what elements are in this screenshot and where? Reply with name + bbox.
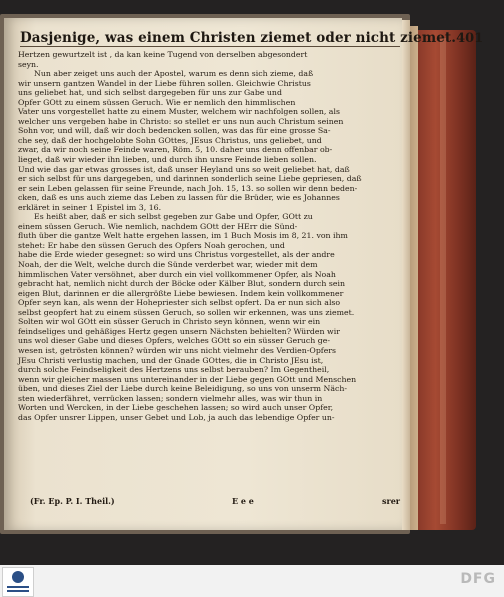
catchword: srer bbox=[381, 496, 400, 506]
text-line: himmlischen Vater versöhnet, aber durch ein viel vollkommener Opfer, als Noah bbox=[18, 269, 336, 279]
text-line: Nun aber zeiget uns auch der Apostel, warum es denn sich zieme, daß bbox=[34, 69, 314, 79]
text-line: Opfer GOtt zu einem süssen Geruch. Wie er nemlich den himmlischen bbox=[18, 97, 296, 107]
text-line: Worten und Wercken, in der Liebe geschehen lassen; so wird auch unser Opfer, bbox=[18, 403, 334, 413]
text-line: fluth über die gantze Welt hatte ergehen lassen, im 1 Buch Mosis im 8, 21. von ihm bbox=[18, 231, 348, 241]
text-line: Vater uns vorgestellet hatte zu einem Muster, welchem wir nachfolgen sollen, als bbox=[18, 107, 340, 117]
library-logo-icon bbox=[12, 571, 24, 583]
text-line: Und wie das gar etwas grosses ist, daß unser Heyland uns so weit geliebet hat, daß bbox=[18, 164, 350, 174]
text-line: durch solche Feindseligkeit des Hertzens uns selbst berauben? Im Gegentheil, bbox=[18, 365, 330, 375]
page-footer bbox=[18, 496, 400, 508]
text-line: che sey, daß der hochgelobte Sohn GOttes, JEsus Christus, uns geliebet, und bbox=[18, 135, 322, 145]
text-line: selbst geopfert hat zu einem süssen Geruch, so sollen wir erkennen, was uns ziemet. bbox=[18, 307, 355, 317]
text-line: das Opfer unsrer Lippen, unser Gebet und Lob, ja auch das lebendige Opfer un- bbox=[18, 412, 335, 422]
library-logo-rule bbox=[7, 586, 29, 588]
book-cover bbox=[418, 30, 476, 530]
text-line: gebracht hat, nemlich nicht durch der Böcke oder Kälber Blut, sondern durch sein bbox=[18, 279, 346, 289]
text-line: Hertzen gewurtzelt ist , da kan keine Tugend von derselben abgesondert bbox=[18, 50, 308, 59]
text-line: stehet: Er habe den süssen Geruch des Opfers Noah gerochen, und bbox=[18, 240, 285, 250]
text-line: Noah, der die Welt, welche durch die Sünde verderbet war, wieder mit dem bbox=[18, 260, 318, 270]
gathering-mark: E e e bbox=[232, 496, 254, 506]
text-line: eigen Blut, darinnen er die allergrößte Liebe bewiesen. Indem kein vollkommener bbox=[18, 288, 344, 298]
book-page bbox=[4, 18, 484, 530]
text-line: erkläret in seiner 1 Epistel im 3, 16. bbox=[18, 202, 162, 212]
running-head bbox=[20, 22, 484, 47]
text-line: seyn. bbox=[18, 59, 39, 69]
text-line: er sich selbst für uns dargegeben, und darinnen sonderlich seine Liebe gepriesen, daß bbox=[18, 174, 362, 184]
text-line: Solten wir wol GOtt ein süsser Geruch in Christo seyn können, wenn wir ein bbox=[18, 317, 321, 327]
text-line: wenn wir gleicher massen uns untereinander in der Liebe gegen GOtt und Menschen bbox=[18, 374, 357, 384]
cover-highlight bbox=[440, 38, 446, 524]
text-line: habe die Erde wieder gesegnet: so wird uns Christus vorgestellet, als der andre bbox=[18, 250, 335, 260]
text-line: er sein Leben gelassen für seine Freunde, nach Joh. 15, 13. so sollen wir denn beden- bbox=[18, 183, 358, 193]
text-line: JEsu Christi verlustig machen, und der Gnade GOttes, die in Christo JEsu ist, bbox=[18, 355, 324, 365]
text-line: Sohn vor, und will, daß wir doch bedencken sollen, was das für eine grosse Sa- bbox=[18, 126, 331, 136]
text-line: einem süssen Geruch. Wie nemlich, nachdem GOtt der HErr die Sünd- bbox=[18, 221, 298, 231]
text-line: Es heißt aber, daß er sich selbst gegeben zur Gabe und Opfer, GOtt zu bbox=[34, 212, 313, 222]
text-line: uns geliebet hat, und sich selbst dargegeben für uns zur Gabe und bbox=[18, 88, 282, 98]
text-line: feindseliges und gehäßiges Hertz gegen unsern Nächsten behielten? Würden wir bbox=[18, 326, 340, 336]
library-logo-rule bbox=[7, 590, 29, 592]
body-text bbox=[18, 50, 400, 422]
page-edges-outer bbox=[410, 26, 418, 530]
text-line: welcher uns vergeben habe in Christo: so stellet er uns nun auch Christum seinen bbox=[18, 116, 344, 126]
text-line: zwar, da wir noch seine Feinde waren, Röm. 5, 10. daher uns denn offenbar ob- bbox=[18, 145, 333, 155]
text-line: lieget, daß wir wieder ihn lieben, und durch ihn unsre Feinde lieben sollen. bbox=[18, 155, 317, 165]
running-head-title: Dasjenige, was einem Christen ziemet oder nicht ziemet. bbox=[20, 30, 457, 46]
text-line: üben, und dieses Ziel der Liebe durch keine Beleidigung, so uns von unserm Näch- bbox=[18, 384, 347, 394]
text-line: Opfer seyn kan, als wenn der Hohepriester sich selbst opfert. Da er nun sich also bbox=[18, 298, 341, 308]
signature-mark: (Fr. Ep. P. I. Theil.) bbox=[30, 496, 115, 506]
page-edges bbox=[402, 20, 410, 530]
library-logo[interactable] bbox=[2, 567, 34, 597]
text-line: wesen ist, getrösten können? würden wir uns nicht vielmehr des Verdien-Opfers bbox=[18, 345, 337, 355]
page-number: 401 bbox=[456, 31, 484, 46]
viewer-footer-bar bbox=[0, 565, 504, 597]
dfg-logo[interactable]: DFG bbox=[460, 571, 496, 587]
text-line: wir unsern gantzen Wandel in der Liebe führen sollen. Gleichwie Christus bbox=[18, 78, 311, 88]
text-line: cken, daß es uns auch zieme das Leben zu lassen für die Brüder, wie es Johannes bbox=[18, 193, 340, 203]
text-line: sten wiederfähret, verrücken lassen; sondern vielmehr alles, was wir thun in bbox=[18, 393, 323, 403]
text-line: uns wol dieser Gabe und dieses Opfers, welches GOtt so ein süsser Geruch ge- bbox=[18, 336, 330, 346]
